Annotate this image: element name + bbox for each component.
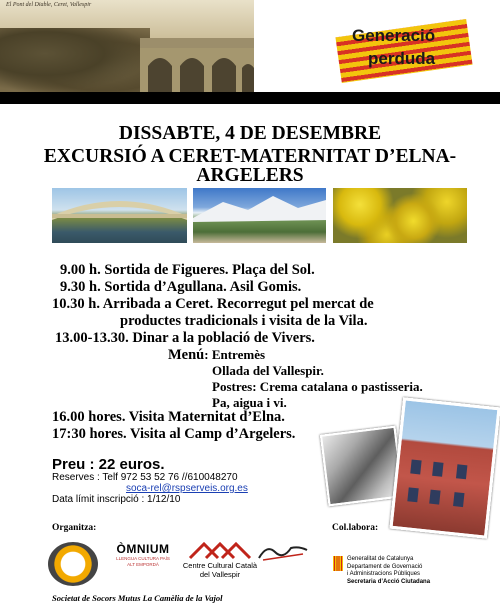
mountains-icon <box>188 540 252 560</box>
visit-line-argelers: 17:30 hores. Visita al Camp d’Argelers. <box>52 426 296 442</box>
colabora-label: Col.labora: <box>332 523 379 533</box>
building-window <box>410 459 421 474</box>
photo-children-historic <box>320 426 404 507</box>
banner-line2: perduda <box>368 49 436 68</box>
socors-mutus-logo <box>48 542 98 586</box>
ccc-line2: del Vallespir <box>199 569 241 579</box>
menu-item-entrems: : Entremès <box>204 347 266 362</box>
banner-line1: Generació <box>352 26 436 45</box>
menu-label <box>168 347 265 364</box>
event-name-title: EXCURSIÓ A CERET-MATERNITAT D’ELNA- <box>43 146 457 167</box>
gencat-line2: Departament de Governació <box>347 563 423 570</box>
menu-item-dessert: Postres: Crema catalana o pastisseria. <box>212 379 423 394</box>
building-window <box>407 487 418 502</box>
signature-icon <box>257 540 309 562</box>
menu-label-text: Menú <box>168 347 205 363</box>
menu-item-drinks: Pa, aigua i vi. <box>212 395 287 410</box>
bridge-arch-shape <box>52 188 187 243</box>
gencat-line3: i Administracions Públiques <box>347 571 421 577</box>
menu-item-main: Ollada del Vallespir. <box>212 363 324 378</box>
header-photo-bridge <box>0 0 254 92</box>
photo-trees <box>0 28 150 92</box>
omnium-sub1: LLENGUA CULTURA PAÍS <box>116 556 170 561</box>
contact-email-link[interactable]: soca-rel@rspserveis.org.es <box>126 483 248 494</box>
photo-caption: El Pont del Diable, Ceret, Vallespir <box>6 2 92 8</box>
bridge-arches-illustration <box>140 32 254 92</box>
price-text: Preu : 22 euros. <box>52 456 165 473</box>
gencat-line4: Secretaria d’Acció Ciutadana <box>347 578 431 585</box>
generalitat-logo <box>333 556 468 596</box>
visit-line-elna: 16.00 hores. Visita Maternitat d’Elna. <box>52 409 285 425</box>
black-divider-bar <box>0 92 500 104</box>
schedule-line: 9.30 h. Sortida d’Agullana. Asil Gomis. <box>60 279 302 295</box>
schedule-line: productes tradicionals i visita de la Vila. <box>120 313 368 329</box>
photo-mountain-landscape <box>193 188 326 243</box>
building-window <box>453 492 464 507</box>
organitza-label: Organitza: <box>52 523 97 533</box>
omnium-logo <box>112 542 174 580</box>
building-window <box>429 490 440 505</box>
gencat-line1: Generalitat de Catalunya <box>347 556 414 562</box>
photo-ceret-bridge <box>52 188 187 243</box>
registration-deadline: Data límit inscripció : 1/12/10 <box>52 494 181 505</box>
schedule-line: 13.00-13.30. Dinar a la població de Vivers. <box>55 330 315 346</box>
schedule-line: 10.30 h. Arribada a Ceret. Recorregut pel mercat de <box>52 296 374 312</box>
photo-maternitat-building <box>389 397 500 539</box>
event-date-title: DISSABTE, 4 DE DESEMBRE <box>118 123 382 144</box>
signature-logo <box>257 540 309 562</box>
schedule-line: 9.00 h. Sortida de Figueres. Plaça del Sol. <box>60 262 315 278</box>
photo-mimosa-flowers <box>333 188 467 243</box>
building-window <box>432 462 443 477</box>
gencat-flag-icon <box>333 556 343 571</box>
reservation-phone: Reserves : Telf 972 53 52 76 //610048270 <box>52 472 238 483</box>
ccc-line1: Centre Cultural Català <box>182 561 258 570</box>
mountain-shape <box>193 188 326 243</box>
centre-cultural-logo <box>178 540 262 584</box>
building-window <box>456 464 467 479</box>
generacio-perduda-banner <box>330 18 480 80</box>
footer-organizer: Societat de Socors Mutus La Camèlia de la Vajol <box>52 593 223 603</box>
event-name-title-cont: ARGELERS <box>196 165 304 186</box>
omnium-name: ÒMNIUM <box>116 542 170 556</box>
omnium-sub2: ALT EMPORDÀ <box>127 562 159 567</box>
